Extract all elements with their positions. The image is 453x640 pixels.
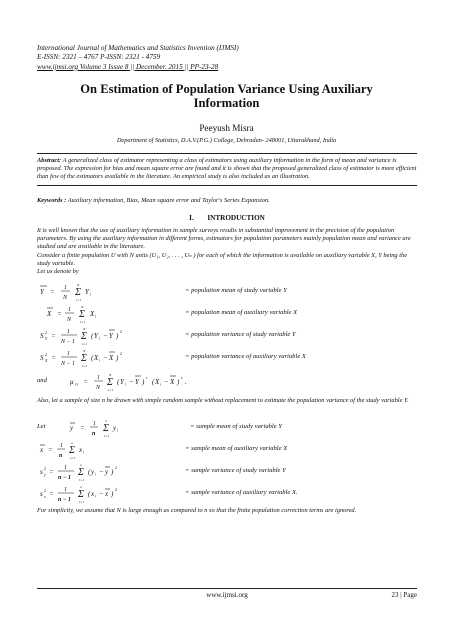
svg-text:(: ( [88,490,91,498]
svg-text:Σ: Σ [78,489,84,500]
svg-text:=: = [51,354,56,362]
svg-text:2: 2 [45,352,47,357]
svg-text:n: n [92,431,96,437]
formula-sample-var-y [37,460,147,482]
def-sample-mean-y: = sample mean of study variable Y [190,423,282,430]
equation-sample-mean-y [37,416,417,438]
formula-sample-var-x [37,482,147,504]
svg-text:i: i [95,493,97,499]
abstract-box [37,153,417,186]
svg-text:Y: Y [120,378,124,386]
svg-text:i: i [125,381,127,387]
svg-text:=: = [48,446,53,454]
svg-text:N: N [109,373,112,377]
svg-text:y: y [70,424,74,432]
svg-text:2: 2 [120,329,122,334]
svg-text:N: N [77,283,80,287]
svg-text:(: ( [88,468,91,476]
svg-text:X: X [170,378,175,386]
svg-text:−: − [103,354,108,362]
svg-text:Y: Y [40,288,44,296]
formula-sample-mean-y [67,416,157,438]
page-footer [37,588,417,599]
svg-text:i: i [99,357,101,363]
svg-text:rs: rs [75,381,79,387]
svg-text:i=1: i=1 [82,364,88,368]
formula-pop-var-y [37,324,147,346]
svg-text:X: X [90,310,95,318]
svg-text:1: 1 [64,285,67,291]
svg-text:x: x [44,494,46,499]
svg-text:=: = [49,468,54,476]
abstract-label: Abstract: [37,157,62,164]
svg-text:i: i [160,381,162,387]
svg-text:2: 2 [45,330,47,335]
svg-text:i=1: i=1 [80,320,86,324]
section-heading [37,214,417,222]
svg-text:i=1: i=1 [108,388,114,392]
svg-text:s: s [181,375,183,380]
svg-text:): ) [142,378,145,386]
svg-text:−: − [99,468,104,476]
svg-text:Y: Y [109,332,113,340]
svg-text:N − 1: N − 1 [61,339,76,345]
journal-issn: E-ISSN: 2321 – 4767 P-ISSN: 2321 - 4759 [37,53,161,62]
svg-text:n − 1: n − 1 [58,475,71,481]
svg-text:−: − [103,332,108,340]
svg-text:N: N [81,305,84,309]
svg-text:1: 1 [97,375,100,381]
svg-text:1: 1 [67,329,70,335]
svg-text:−: − [164,378,169,386]
intro-paragraph-4: Also, let a sample of size n be drawn with simple random sample without replacement to estimate the population variance of the study variable Y. [37,397,409,404]
svg-text:=: = [80,424,85,432]
svg-text:1: 1 [60,443,63,449]
svg-text:Σ: Σ [81,331,87,342]
title-line-2: Information [193,96,260,110]
svg-text:X: X [109,354,114,362]
svg-text:1: 1 [93,421,96,427]
svg-text:): ) [177,378,180,386]
svg-text:n: n [71,441,73,445]
svg-text:): ) [111,490,114,498]
svg-text:=: = [57,310,62,318]
svg-text:i=1: i=1 [82,342,88,346]
svg-text:y: y [91,468,95,476]
def-pop-mean-x: = population mean of auxiliary variable X [185,309,298,316]
svg-text:Y: Y [45,336,48,341]
svg-text:=: = [83,378,88,386]
svg-text:X: X [45,358,48,363]
svg-text:X: X [47,310,52,318]
svg-text:): ) [111,468,114,476]
svg-text:N: N [83,327,86,331]
svg-text:Y: Y [135,378,139,386]
svg-text:i: i [99,335,101,341]
svg-text:n − 1: n − 1 [58,497,71,503]
formula-sample-mean-x [37,438,147,460]
svg-text:i: i [90,291,92,297]
svg-text:i=1: i=1 [70,456,76,460]
svg-text:1: 1 [68,307,71,313]
svg-text:x: x [91,490,95,498]
svg-text:N: N [83,349,86,353]
formula-pop-mean-x [37,302,147,324]
svg-text:s: s [40,490,43,498]
intro-paragraph-3: Let us denote by [37,268,79,275]
svg-text:y: y [105,468,109,476]
journal-volume-link[interactable]: www.ijmsi.org Volume 3 Issue 8 || December. 2015 || PP-23-28 [37,62,219,71]
equation-sample-var-y [37,460,417,482]
svg-text:n: n [59,453,63,459]
let-label: Let [37,423,46,430]
intro-paragraph-2: Consider a finite population U with N units (U₁, U₂, . . . , Uₙ ) for each of which the information is available on auxiliary variable X, Y being the study variable. [37,252,408,267]
svg-text:Σ: Σ [79,309,85,320]
svg-text:Σ: Σ [69,445,75,456]
svg-text:i=1: i=1 [79,478,85,482]
author-affiliation: Department of Statistics, D.A.V.(P.G.) College, Dehradun- 248001, Uttarakhand, India [116,137,337,144]
svg-text:i: i [117,427,119,433]
svg-text:μ: μ [70,378,74,386]
svg-text:=: = [50,288,55,296]
equation-pop-mean-y [37,280,417,302]
keywords-label: Keywords : [37,197,67,204]
title-line-1: On Estimation of Population Variance Using Auxiliary [80,82,373,96]
svg-text:N: N [67,317,72,323]
svg-text:Σ: Σ [75,287,81,298]
equation-pop-var-x [37,346,417,368]
svg-text:2: 2 [115,465,117,470]
def-sample-mean-x: = sample mean of auxiliary variable X [185,445,288,452]
svg-text:2: 2 [120,351,122,356]
svg-text:i=1: i=1 [76,298,82,302]
svg-text:Y: Y [85,288,89,296]
svg-text:X: X [94,354,99,362]
svg-text:=: = [49,490,54,498]
svg-text:x: x [105,490,109,498]
equation-pop-moment [37,370,417,392]
and-label: and [37,377,47,384]
svg-text:(: ( [91,332,94,340]
svg-text:(: ( [91,354,94,362]
def-pop-var-x: = population variance of auxiliary variable X [185,353,306,360]
svg-text:y: y [44,472,46,477]
def-sample-var-x: = sample variance of auxiliary variable X. [185,489,298,496]
page-number: 23 | Page [391,591,417,599]
svg-text:): ) [116,354,119,362]
equation-sample-mean-x [37,438,417,460]
svg-text:2: 2 [44,488,46,493]
journal-header [37,44,239,72]
formula-pop-mean-y [37,280,147,302]
footer-site-link[interactable]: www.ijmsi.org [206,591,248,599]
svg-text:1: 1 [64,487,67,493]
svg-text:2: 2 [115,487,117,492]
def-pop-mean-y: = population mean of study variable Y [185,287,287,294]
svg-text:−: − [99,490,104,498]
svg-text:.: . [185,378,187,386]
svg-text:Σ: Σ [103,423,109,434]
svg-text:S: S [40,332,44,340]
svg-text:S: S [40,354,44,362]
keywords-text: Auxiliary information, Bias, Mean square error and Taylor's Series Expansion. [67,197,270,204]
svg-text:Y: Y [94,332,98,340]
def-pop-var-y: = population variance of study variable Y [185,331,296,338]
svg-text:1: 1 [67,351,70,357]
svg-text:(: ( [152,378,155,386]
svg-text:=: = [51,332,56,340]
svg-text:X: X [155,378,160,386]
svg-text:r: r [146,375,148,380]
svg-text:i: i [83,449,85,455]
author-name: Peeyush Misra [199,123,254,133]
svg-text:N: N [63,295,68,301]
abstract-text: A generalized class of estimator representing a class of estimators using auxiliary information in the form of mean and variance is proposed. The expression for bias and mean square error are found and it is shown that the proposed generalized class of estimator is more efficient than few of the estimators available in the literature. An empirical study is also included as an illustration. [37,157,417,181]
journal-name: International Journal of Mathematics and Statistics Invention (IJMSI) [37,44,239,52]
svg-text:y: y [113,424,117,432]
keywords [37,197,417,204]
svg-text:Σ: Σ [78,467,84,478]
svg-text:i: i [95,313,97,319]
svg-text:i=1: i=1 [104,434,110,438]
svg-text:1: 1 [64,465,67,471]
svg-text:Σ: Σ [81,353,87,364]
svg-text:i: i [95,471,97,477]
svg-text:s: s [40,468,43,476]
formula-pop-moment [67,370,267,392]
section-title: INTRODUCTION [207,214,265,222]
section-number: I. [189,214,194,222]
equation-pop-var-y [37,324,417,346]
svg-text:Σ: Σ [107,377,113,388]
svg-text:): ) [116,332,119,340]
formula-pop-var-x [37,346,147,368]
svg-text:n: n [105,419,107,423]
svg-text:N − 1: N − 1 [61,361,76,367]
svg-text:(: ( [117,378,120,386]
svg-text:x: x [40,446,44,454]
svg-text:2: 2 [44,466,46,471]
def-sample-var-y: = sample variance of study variable Y [185,467,286,474]
svg-text:n: n [80,485,82,489]
intro-paragraph-1: It is well known that the use of auxiliary information in sample surveys results in substantial improvement in the precision of the population parameters. By using the auxiliary information in different forms, estimators for population parameters mainly population mean and variance are studied and are available in the literature. [37,227,411,250]
equation-pop-mean-x [37,302,417,324]
equation-sample-var-x [37,482,417,504]
paper-title [40,82,413,110]
svg-text:n: n [80,463,82,467]
svg-text:x: x [79,446,83,454]
intro-paragraph-5: For simplicity, we assume that N is large enough as compared to n so that the finite population correction terms are ignored. [37,507,357,514]
svg-text:i=1: i=1 [79,500,85,504]
svg-text:N: N [96,385,101,391]
svg-text:−: − [129,378,134,386]
